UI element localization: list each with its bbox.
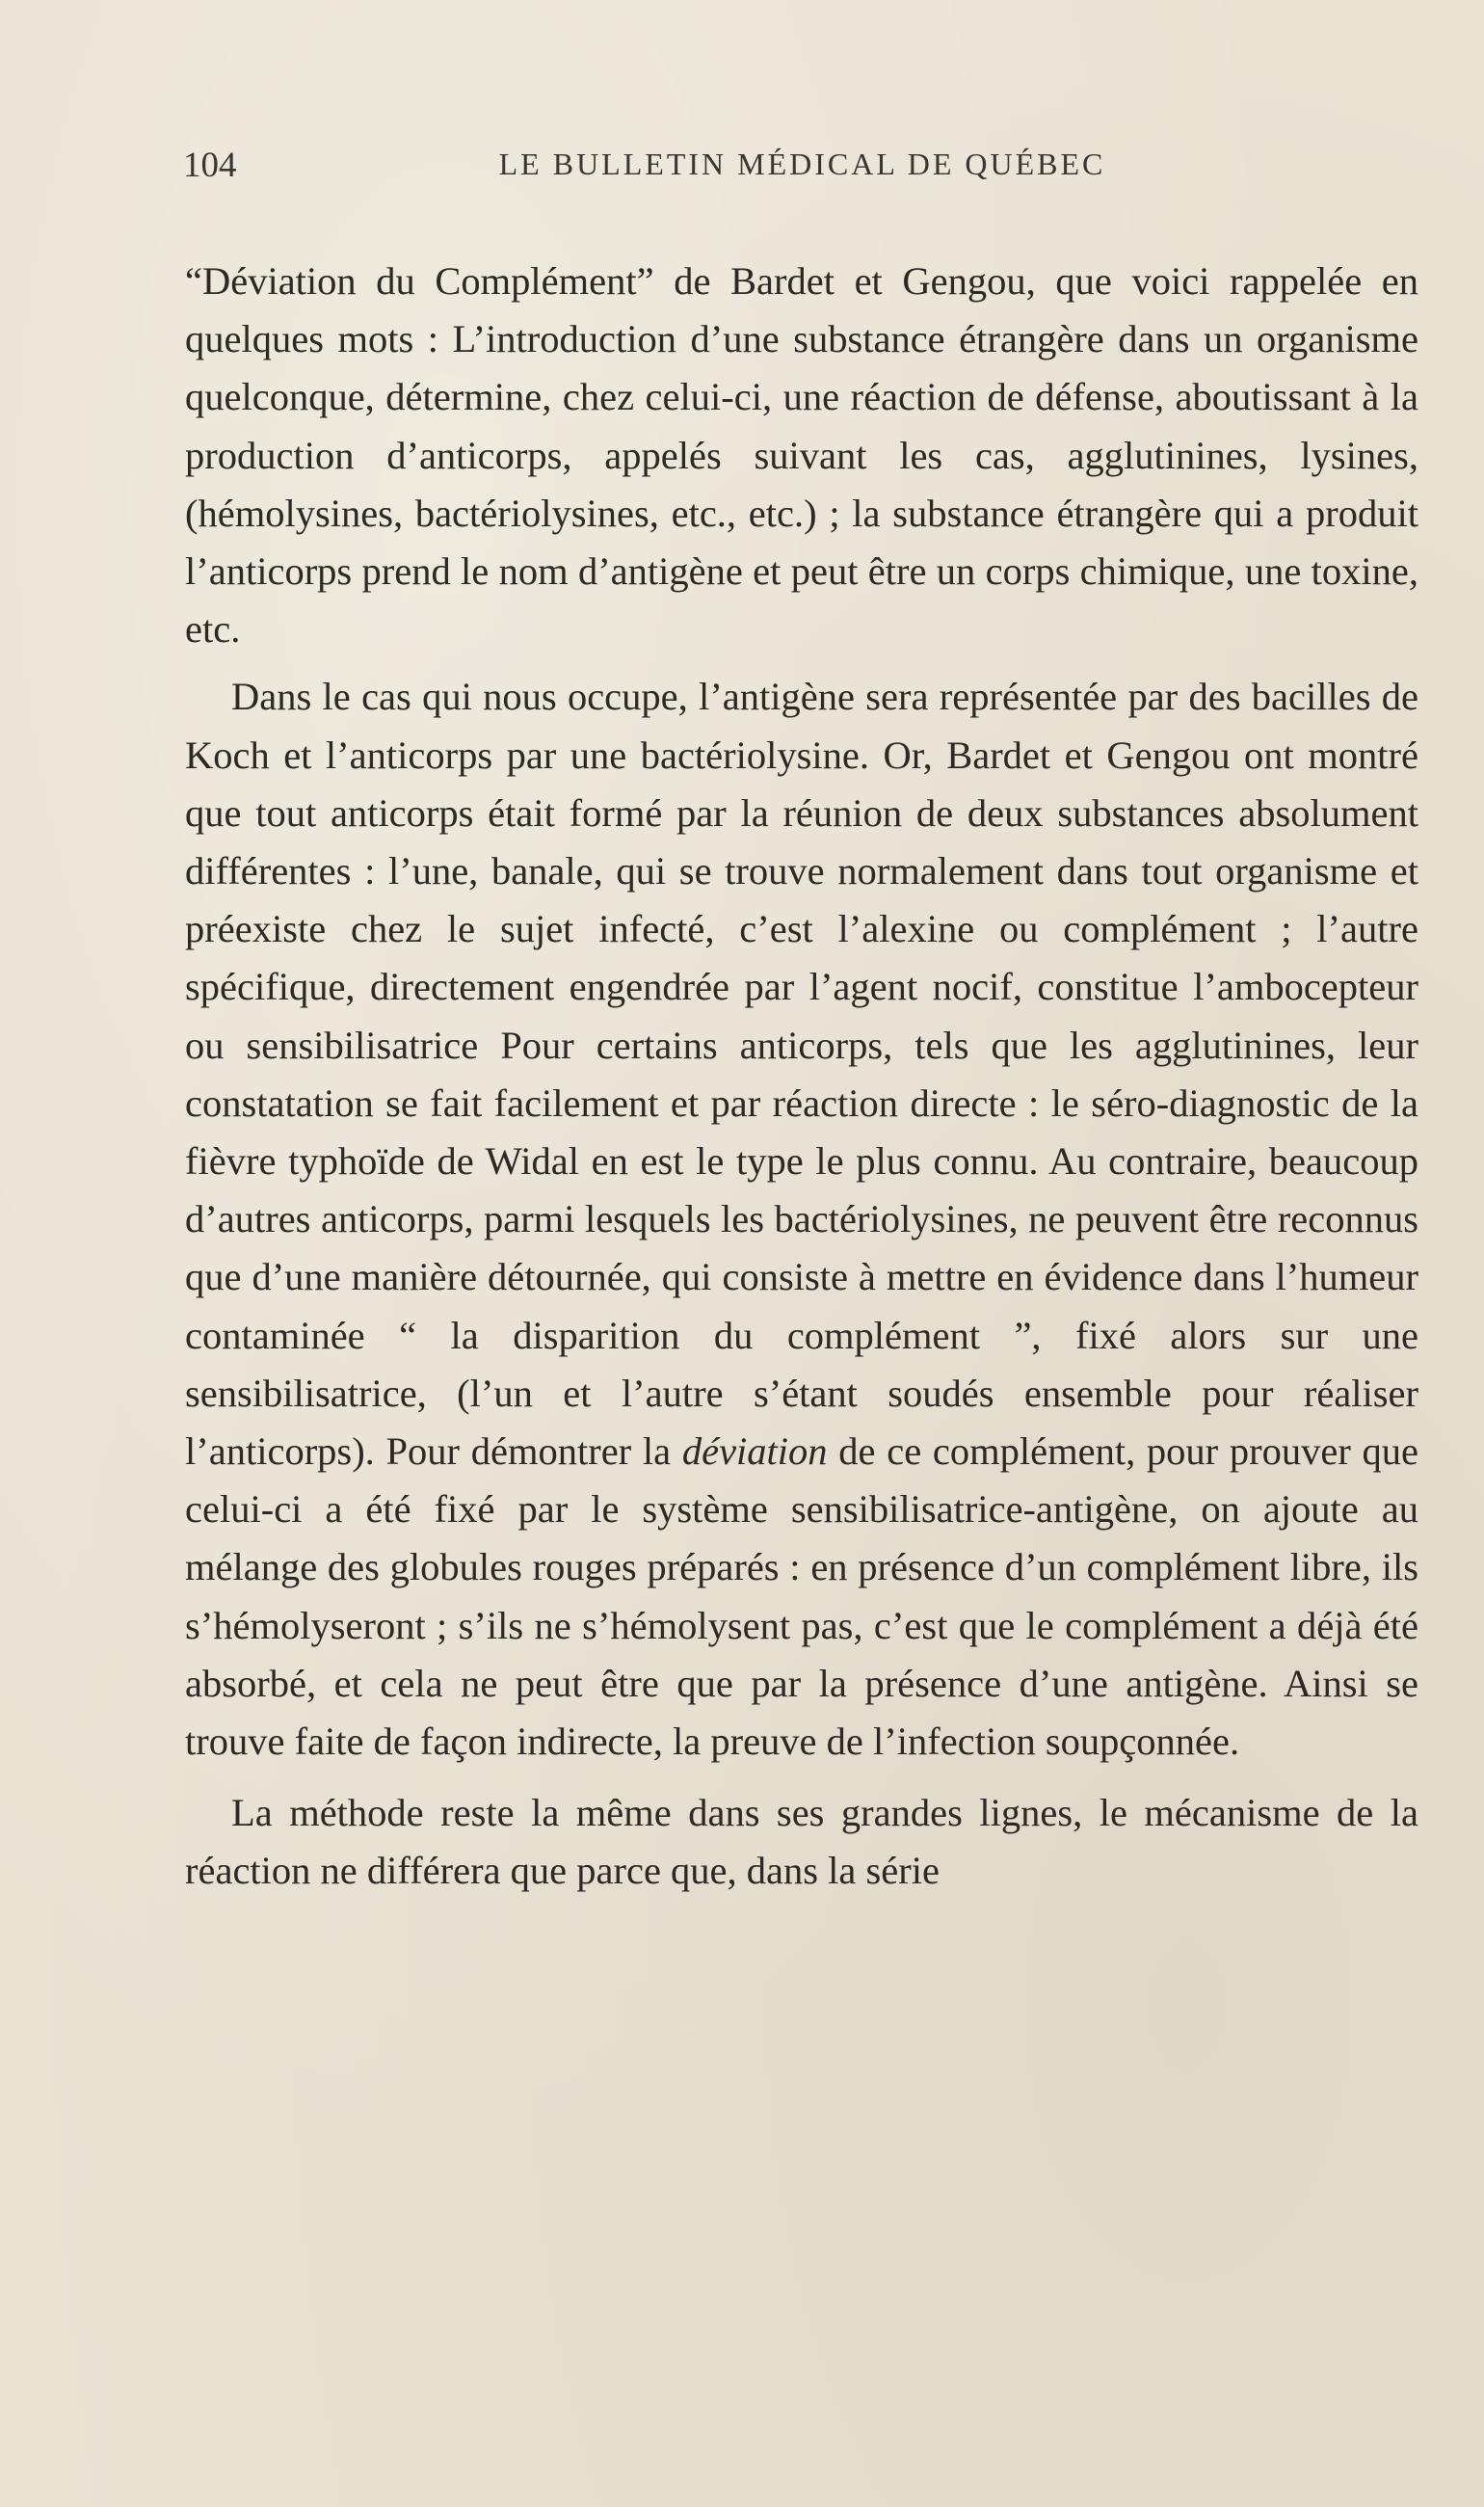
paragraph-text: Dans le cas qui nous occupe, l’antigène sera représentée par des bacilles de Koch et l’anticorps par une bactériolysine. Or, Bardet et Gengou ont montré que tout anticorps était formé par la réunion de deux substances absolument différentes : l’une, banale, qui se trouve normalement dans tout organisme et préexiste chez le sujet infecté, c’est l’alexine ou complément ; l’autre spécifique, directement engendrée par l’agent nocif, constitue l’ambocepteur ou sensibilisatrice Pour certains anticorps, tels que les agglutinines, leur constatation se fait facilement et par réaction directe : le séro-diagnostic de la fièvre typhoïde de Widal en est le type le plus connu. Au contraire, beaucoup d’autres anticorps, parmi lesquels les bactériolysines, ne peuvent être reconnus que d’une manière détournée, qui consiste à mettre en évidence dans l’humeur contaminée “ la disparition du complément ”, fixé alors sur une sensibilisatrice, (l’un et l’autre s’étant soudés ensemble pour réaliser l’anticorps). Pour démontrer la <box>185 675 1418 1474</box>
paragraph-text: de ce complément, pour prouver que celui-ci a été fixé par le système sensibilisatrice-antigène, on ajoute au mélange des globules rouges préparés : en présence d’un complément libre, ils s’hémolyseront ; s’ils ne s’hémolysent pas, c’est que le complément a déjà été absorbé, et cela ne peut être que par la présence d’une antigène. Ainsi se trouve faite de façon indirecte, la preuve de l’infection soupçonnée. <box>185 1429 1419 1764</box>
page-number: 104 <box>183 146 237 185</box>
paragraph-continuation <box>185 253 1418 658</box>
article-body <box>185 253 1418 1901</box>
paragraph-text: “Déviation du Complément” de Bardet et Gengou, que voici rappelée en quelques mots : L’introduction d’une substance étrangère dans un organisme quelconque, détermine, chez celui-ci, une réaction de défense, aboutissant à la production d’anticorps, appelés suivant les cas, agglutinines, lysines, (hémolysines, bactériolysines, etc., etc.) ; la substance étrangère qui a produit l’anticorps prend le nom d’antigène et peut être un corps chimique, une toxine, etc. <box>185 259 1418 652</box>
paragraph-methode <box>185 1784 1418 1900</box>
paragraph-text: La méthode reste la même dans ses grandes lignes, le mécanisme de la réaction ne différera que parce que, dans la série <box>185 1791 1418 1893</box>
paragraph-bardet-gengou <box>185 668 1418 1771</box>
italic-term: déviation <box>681 1429 839 1474</box>
journal-title: LE BULLETIN MÉDICAL DE QUÉBEC <box>498 147 1106 181</box>
running-header <box>183 145 1421 193</box>
